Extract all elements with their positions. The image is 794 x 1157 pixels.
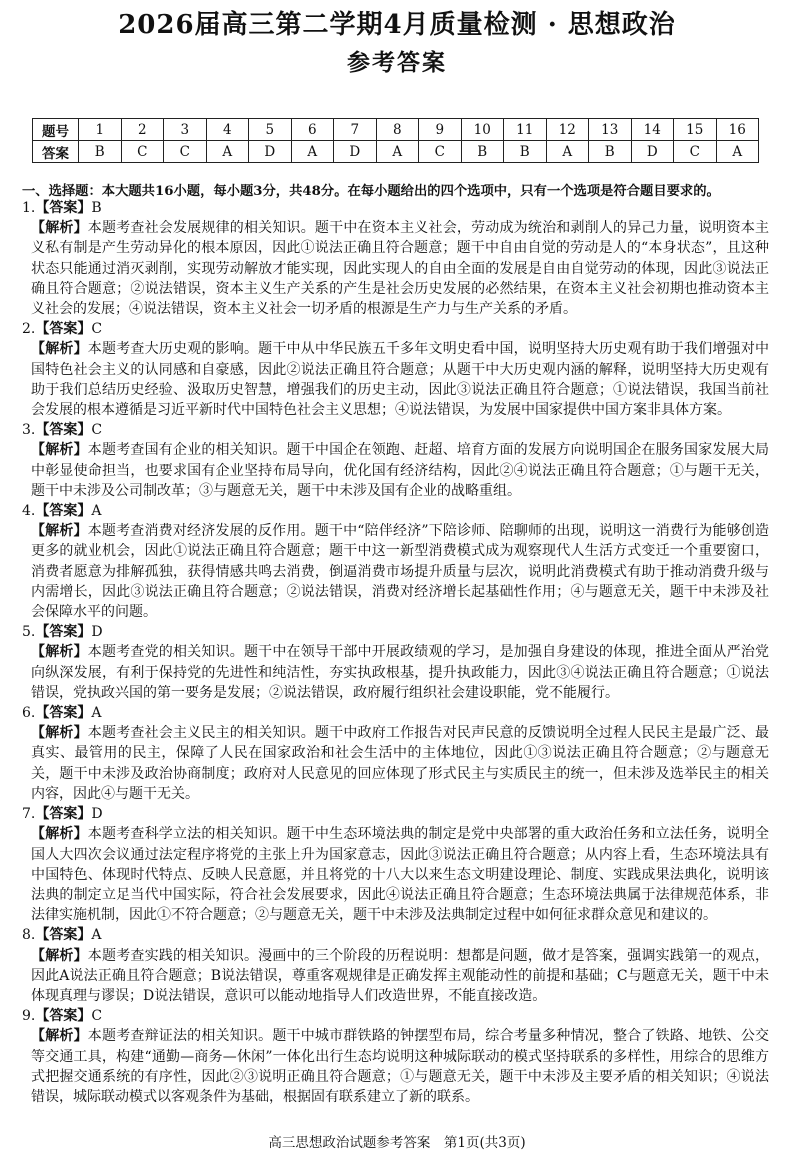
question-number: 6. <box>22 705 36 722</box>
answer-tag: 【答案】 <box>35 624 92 641</box>
question-number-cell: 8 <box>376 119 419 141</box>
answer-label-cell: 答案 <box>33 141 79 163</box>
answer-cell: A <box>716 141 759 163</box>
analysis-tag: 【解析】 <box>31 1028 88 1045</box>
analysis-paragraph <box>31 723 769 804</box>
answer-cell: B <box>504 141 547 163</box>
answer-letter: C <box>91 422 103 439</box>
analysis-tag: 【解析】 <box>31 220 88 237</box>
question-number-cell: 14 <box>631 119 674 141</box>
answer-letter: D <box>91 806 103 823</box>
answer-cell: A <box>546 141 589 163</box>
answer-tag: 【答案】 <box>35 927 92 944</box>
answer-tag: 【答案】 <box>35 806 92 823</box>
answer-cell: C <box>164 141 207 163</box>
question-number-cell: 11 <box>504 119 547 141</box>
question-number: 5. <box>22 624 36 641</box>
analysis-text: 本题考查科学立法的相关知识。题干中生态环境法典的制定是党中央部署的重大政治任务和立法任务，说明全国人大四次会议通过法定程序将党的主张上升为国家意志，因此③说法正确且符合题意；从内容上看，生态环境法具有中国特色、体现时代特点、反映人民意愿，并且将党的十八大以来生态文明建设理论、制度、实践成果法典化，说明该法典的制定立足当代中国实际，符合社会发展要求，因此④说法正确且符合题意；生态环境法典属于法律规范体系，非法律实施机制，因此①不符合题意；②与题意无关，题干中未涉及法典制定过程中如何征求群众意见和建议的。 <box>31 826 770 924</box>
analysis-paragraph <box>31 521 769 622</box>
question-number-cell: 15 <box>674 119 717 141</box>
answer-key-table <box>32 118 759 163</box>
question-number-row <box>33 119 759 141</box>
section-heading: 一、选择题：本大题共16小题，每小题3分，共48分。在每小题给出的四个选项中，只有一个选项是符合题目要求的。 <box>22 184 720 199</box>
question-number: 7. <box>22 806 36 823</box>
analysis-tag: 【解析】 <box>31 442 88 459</box>
question-number-cell: 7 <box>334 119 377 141</box>
page-title: 2026届高三第二学期4月质量检测 · 思想政治 <box>118 10 676 40</box>
question-number: 4. <box>22 503 36 520</box>
question-number-cell: 2 <box>121 119 164 141</box>
analysis-tag: 【解析】 <box>31 341 88 358</box>
answer-line <box>22 804 769 824</box>
question-number: 2. <box>22 321 36 338</box>
question-number: 3. <box>22 422 36 439</box>
question-number-cell: 3 <box>164 119 207 141</box>
answer-letter: A <box>91 503 102 520</box>
answer-letter: C <box>91 321 103 338</box>
question-number: 1. <box>22 200 36 216</box>
answer-line <box>22 1006 769 1026</box>
analysis-paragraph <box>31 946 769 1007</box>
answer-letter: D <box>91 624 103 641</box>
analysis-text: 本题考查大历史观的影响。题干中从中华民族五千多年文明史看中国，说明坚持大历史观有助于我们增强对中国特色社会主义的认同感和自豪感，因此②说法正确且符合题意；从题干中大历史观内涵的解释，说明坚持大历史观有助于我们总结历史经验、汲取历史智慧，增强我们的历史主动，因此③说法正确且符合题意；①说法错误，我国当前社会发展的根本遵循是习近平新时代中国特色社会主义思想；④说法错误，为发展中国家提供中国方案非具体方案。 <box>31 341 770 419</box>
answer-cell: B <box>79 141 122 163</box>
analysis-tag: 【解析】 <box>31 947 88 964</box>
answer-line <box>22 420 769 440</box>
analysis-paragraph <box>31 218 769 319</box>
analysis-text: 本题考查社会主义民主的相关知识。题干中政府工作报告对民声民意的反馈说明全过程人民民主是最广泛、最真实、最管用的民主，保障了人民在国家政治和社会生活中的主体地位，因此①③说法正确且符合题意；②与题意无关，题干中未涉及政治协商制度；政府对人民意见的回应体现了形式民主与实质民主的统一，但未涉及选举民主的相关内容，因此④与题干无关。 <box>31 725 770 802</box>
question-number-cell: 4 <box>206 119 249 141</box>
analysis-paragraph <box>31 1026 769 1107</box>
page-footer: 高三思想政治试题参考答案 第1页(共3页) <box>268 1135 526 1151</box>
analysis-paragraph <box>31 440 769 501</box>
answer-letter: B <box>91 200 102 216</box>
answer-cell: A <box>206 141 249 163</box>
answer-tag: 【答案】 <box>35 705 92 722</box>
question-number-cell: 9 <box>419 119 462 141</box>
explanations <box>22 198 770 1107</box>
analysis-tag: 【解析】 <box>31 644 88 661</box>
answer-tag: 【答案】 <box>35 1008 92 1025</box>
answer-cell: C <box>121 141 164 163</box>
answer-tag: 【答案】 <box>35 200 92 216</box>
answer-line <box>22 925 769 945</box>
answer-tag: 【答案】 <box>35 321 92 338</box>
analysis-paragraph <box>31 824 769 925</box>
analysis-tag: 【解析】 <box>31 826 88 843</box>
analysis-text: 本题考查党的相关知识。题干中在领导干部中开展政绩观的学习，是加强自身建设的体现，推进全面从严治党向纵深发展，有利于保持党的先进性和纯洁性，夯实执政根基，提升执政能力，因此③④说法正确且符合题意；①说法错误，党执政兴国的第一要务是发展；②说法错误，政府履行组织社会建设职能，党不能履行。 <box>31 644 770 701</box>
question-number-cell: 12 <box>546 119 589 141</box>
analysis-text: 本题考查消费对经济发展的反作用。题干中“陪伴经济”下陪诊师、陪聊师的出现，说明这一消费行为能够创造更多的就业机会，因此①说法正确且符合题意；题干中这一新型消费模式成为观察现代人生活方式变迁一个重要窗口，消费者愿意为排解孤独，获得情感共鸣去消费，倒逼消费市场提升质量与层次，说明此消费模式有助于推动消费升级与内需增长，因此③说法正确且符合题意；②说法错误，消费对经济增长起基础性作用；④与题意无关，题干中未涉及社会保障水平的问题。 <box>31 523 770 621</box>
analysis-text: 本题考查国有企业的相关知识。题干中国企在领跑、赶超、培育方面的发展方向说明国企在服务国家发展大局中彰显使命担当，也要求国有企业坚持布局导向，优化国有经济结构，因此②④说法正确且符合题意；①与题干无关，题干中未涉及公司制改革；③与题意无关，题干中未涉及国有企业的战略重组。 <box>31 442 770 499</box>
answer-letter: C <box>91 1008 103 1025</box>
answer-cell: A <box>376 141 419 163</box>
answer-cell: B <box>461 141 504 163</box>
analysis-paragraph <box>31 642 769 703</box>
analysis-paragraph <box>31 339 769 420</box>
answer-cell: C <box>419 141 462 163</box>
question-number: 9. <box>22 1008 36 1025</box>
answer-cell: D <box>334 141 377 163</box>
answer-tag: 【答案】 <box>35 422 92 439</box>
answer-cell: B <box>589 141 632 163</box>
answer-row <box>33 141 759 163</box>
answer-line <box>22 622 769 642</box>
answer-cell: A <box>291 141 334 163</box>
question-number-cell: 5 <box>249 119 292 141</box>
answer-line <box>22 501 769 521</box>
question-number-cell: 6 <box>291 119 334 141</box>
analysis-tag: 【解析】 <box>31 523 88 540</box>
analysis-text: 本题考查社会发展规律的相关知识。题干中在资本主义社会，劳动成为统治和剥削人的异己力量，说明资本主义私有制是产生劳动异化的根本原因，因此①说法正确且符合题意；题干中自由自觉的劳动是人的“本身状态”，且这种状态只能通过消灭剥削，实现劳动解放才能实现，因此实现人的自由全面的发展是自由自觉劳动的体现，因此③说法正确且符合题意；②说法错误，资本主义生产关系的产生是社会历史发展的必然结果，在资本主义社会初期也推动资本主义社会的发展；④说法错误，资本主义社会一切矛盾的根源是生产力与生产关系的矛盾。 <box>31 220 770 318</box>
analysis-text: 本题考查辩证法的相关知识。题干中城市群铁路的钟摆型布局，综合考量多种情况，整合了铁路、地铁、公交等交通工具，构建“通勤—商务—休闲”一体化出行生态均说明这种城际联动的模式坚持联系的多样性，用综合的思维方式把握交通系统的有序性，因此②③说明正确且符合题意；①与题意无关，题干中未涉及主要矛盾的相关知识；④说法错误，城际联动模式以客观条件为基础，根据固有联系建立了新的联系。 <box>31 1028 770 1105</box>
question-number-cell: 1 <box>79 119 122 141</box>
answer-line <box>22 703 769 723</box>
question-number: 8. <box>22 927 36 944</box>
question-number-cell: 16 <box>716 119 759 141</box>
answer-cell: D <box>249 141 292 163</box>
answer-line <box>22 198 769 218</box>
analysis-tag: 【解析】 <box>31 725 88 742</box>
answer-cell: C <box>674 141 717 163</box>
answer-letter: A <box>91 927 102 944</box>
analysis-text: 本题考查实践的相关知识。漫画中的三个阶段的历程说明：想都是问题，做才是答案，强调实践第一的观点，因此A说法正确且符合题意；B说法错误，尊重客观规律是正确发挥主观能动性的前提和基础；C与题意无关，题干中未体现真理与谬误；D说法错误，意识可以能动地指导人们改造世界，不能直接改造。 <box>31 947 770 1004</box>
question-number-cell: 13 <box>589 119 632 141</box>
answer-tag: 【答案】 <box>35 503 92 520</box>
question-number-cell: 10 <box>461 119 504 141</box>
answer-letter: A <box>91 705 102 722</box>
answer-line <box>22 319 769 339</box>
page-subtitle: 参考答案 <box>347 49 447 76</box>
answer-cell: D <box>631 141 674 163</box>
question-label-cell: 题号 <box>33 119 79 141</box>
